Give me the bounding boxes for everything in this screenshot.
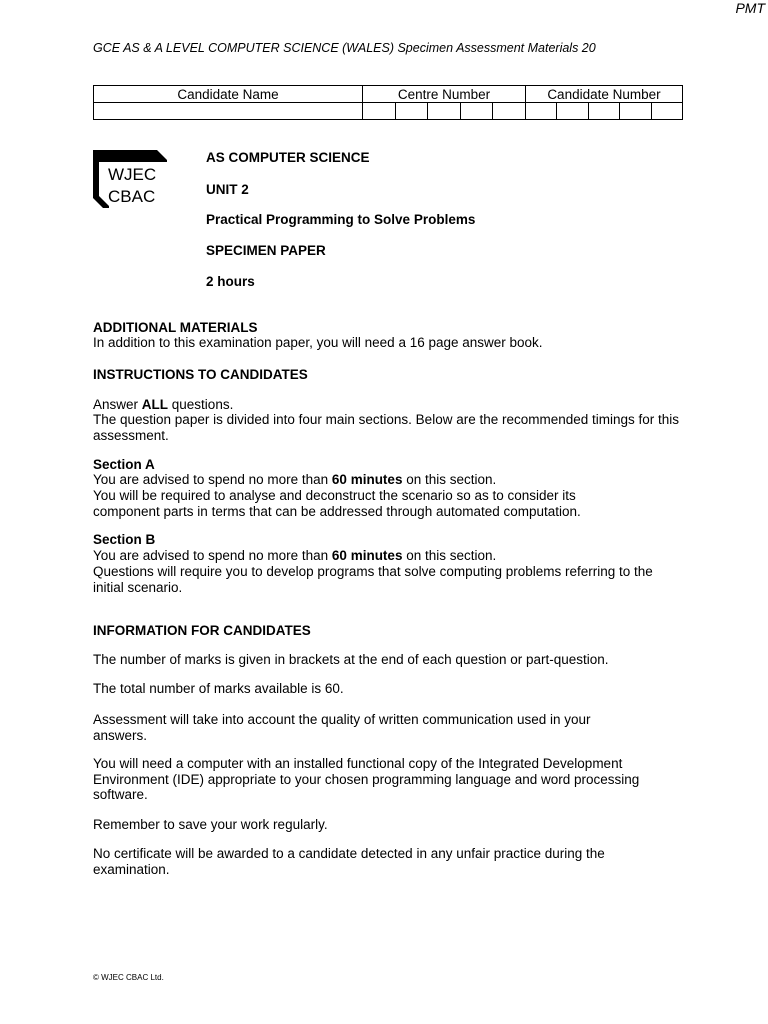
centre-number-header: Centre Number [363, 86, 526, 103]
paper-type: SPECIMEN PAPER [206, 243, 326, 258]
info-paragraph: The number of marks is given in brackets at the end of each question or part-question. [93, 652, 609, 667]
additional-materials-heading: ADDITIONAL MATERIALS [93, 320, 258, 335]
paper-title: Practical Programming to Solve Problems [206, 212, 476, 227]
candidate-name-header: Candidate Name [94, 86, 363, 103]
wjec-cbac-logo [93, 150, 167, 208]
logo-text-cbac: CBAC [108, 187, 156, 206]
candidate-number-box[interactable] [557, 103, 588, 120]
unit-title: UNIT 2 [206, 182, 249, 197]
centre-number-box[interactable] [493, 103, 526, 120]
info-paragraph: Remember to save your work regularly. [93, 817, 328, 832]
running-header: GCE AS & A LEVEL COMPUTER SCIENCE (WALES) Specimen Assessment Materials 20 [93, 41, 596, 55]
info-paragraph: You will need a computer with an installed functional copy of the Integrated Development Environment (IDE) appropriate to your chosen programming language and word processing software. [93, 756, 640, 802]
copyright-footer: © WJEC CBAC Ltd. [93, 973, 164, 982]
instructions-heading: INSTRUCTIONS TO CANDIDATES [93, 367, 308, 382]
subject-title: AS COMPUTER SCIENCE [206, 150, 370, 165]
answer-instruction: Answer ALL questions. [93, 397, 234, 412]
candidate-details-table [93, 85, 683, 120]
section-a-detail: You will be required to analyse and deconstruct the scenario so as to consider its component parts in terms that can be addressed through automated computation. [93, 488, 581, 519]
info-paragraph: No certificate will be awarded to a candidate detected in any unfair practice during the examination. [93, 846, 605, 877]
duration: 2 hours [206, 274, 255, 289]
candidate-number-box[interactable] [525, 103, 556, 120]
section-b-detail: Questions will require you to develop programs that solve computing problems referring to the initial scenario. [93, 564, 653, 595]
centre-number-box[interactable] [395, 103, 428, 120]
centre-number-box[interactable] [460, 103, 493, 120]
info-paragraph: The total number of marks available is 60. [93, 681, 344, 696]
candidate-name-field[interactable] [94, 103, 363, 120]
centre-number-box[interactable] [428, 103, 461, 120]
additional-materials-text: In addition to this examination paper, you will need a 16 page answer book. [93, 335, 543, 350]
instructions-intro: The question paper is divided into four main sections. Below are the recommended timings for this assessment. [93, 412, 680, 443]
section-b-heading: Section B [93, 532, 156, 547]
table-header-row [94, 86, 683, 103]
info-paragraph: Assessment will take into account the quality of written communication used in your answers. [93, 712, 591, 743]
information-heading: INFORMATION FOR CANDIDATES [93, 623, 311, 638]
candidate-number-header: Candidate Number [525, 86, 682, 103]
candidate-number-box[interactable] [620, 103, 651, 120]
section-a-heading: Section A [93, 457, 155, 472]
candidate-number-box[interactable] [588, 103, 619, 120]
corner-tag: PMT [735, 0, 765, 16]
section-b-advice: You are advised to spend no more than 60 minutes on this section. [93, 548, 497, 563]
candidate-number-box[interactable] [651, 103, 682, 120]
logo-text-wjec: WJEC [108, 165, 157, 184]
section-a-advice: You are advised to spend no more than 60 minutes on this section. [93, 472, 497, 487]
centre-number-box[interactable] [363, 103, 396, 120]
table-entry-row [94, 103, 683, 120]
